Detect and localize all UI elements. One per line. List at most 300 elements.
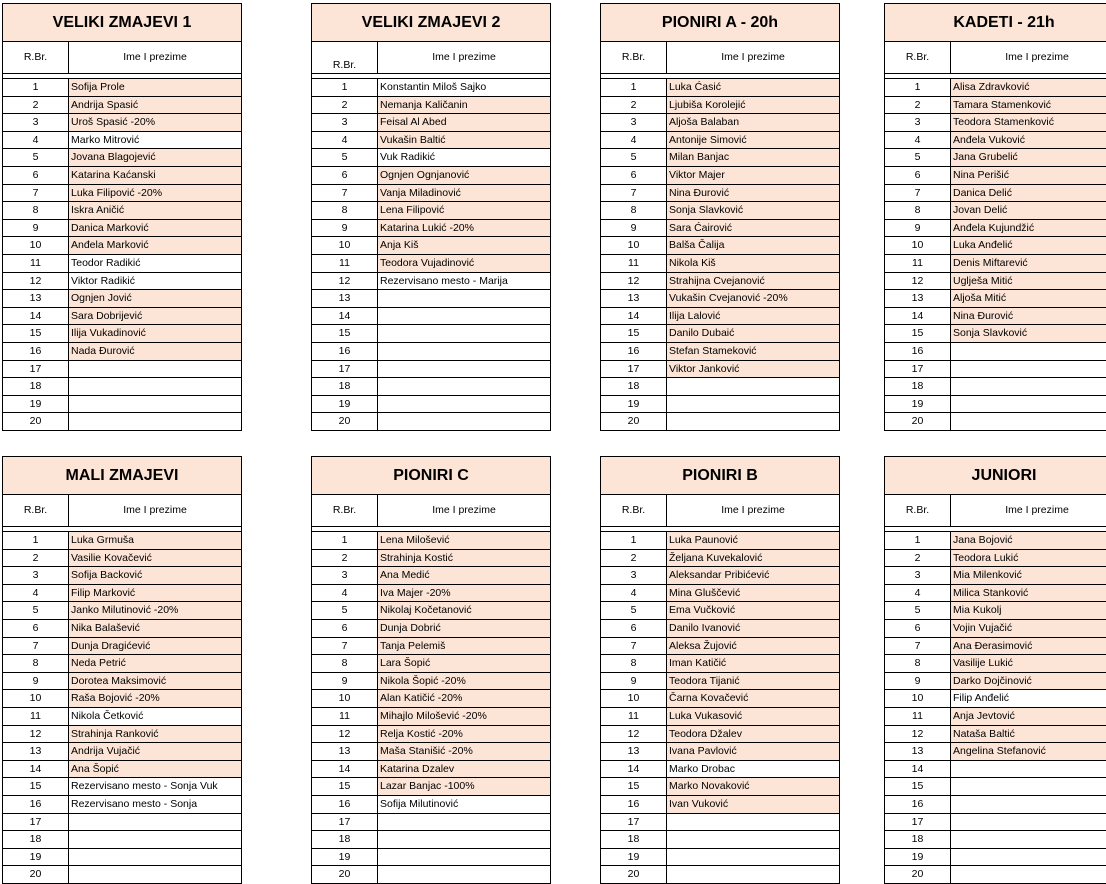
table-row [601,532,839,550]
table-row [312,396,550,414]
row-number: 17 [312,361,378,378]
table-mali-zmajevi [2,456,242,884]
participant-name [378,814,550,831]
participant-name: Strahijna Cvejanović [667,273,839,290]
table-row [312,567,550,585]
name-header: Ime I prezime [123,504,187,516]
table-kadeti [884,3,1106,431]
row-number: 11 [885,255,951,272]
table-row [885,396,1106,414]
name-header: Ime I prezime [721,504,785,516]
row-number: 3 [885,114,951,131]
table-row [601,185,839,203]
participant-name: Ana Đerasimović [951,638,1106,655]
participant-name [951,866,1106,883]
row-number: 9 [885,673,951,690]
table-row [312,149,550,167]
row-number: 15 [312,778,378,795]
row-number: 2 [601,550,667,567]
row-number: 1 [312,532,378,549]
participant-name: Andrija Spasić [69,97,241,114]
row-number: 14 [312,308,378,325]
row-number: 13 [885,290,951,307]
table-row [312,673,550,691]
table-row [601,550,839,568]
participant-name: Alisa Zdravković [951,79,1106,96]
table-row [3,831,241,849]
participant-name: Luka Vukasović [667,708,839,725]
participant-name [378,343,550,360]
table-row [3,325,241,343]
table-row [885,585,1106,603]
row-number: 5 [312,602,378,619]
participant-name: Lena Milošević [378,532,550,549]
table-row [885,638,1106,656]
table-row [312,378,550,396]
table-row [885,97,1106,115]
row-number: 6 [885,620,951,637]
table-row [3,79,241,97]
participant-name: Anđela Marković [69,237,241,254]
participant-name: Stefan Stameković [667,343,839,360]
participant-name: Aljoša Balaban [667,114,839,131]
table-header [601,42,839,74]
name-header: Ime I prezime [432,51,496,63]
row-number: 6 [312,620,378,637]
rbr-header: R.Br. [601,495,667,526]
row-number: 11 [885,708,951,725]
table-row [3,690,241,708]
table-row [885,550,1106,568]
participant-name: Dunja Dragićević [69,638,241,655]
participant-name [951,814,1106,831]
row-number: 9 [312,220,378,237]
participant-name: Marko Novaković [667,778,839,795]
participant-name: Sara Ćairović [667,220,839,237]
participant-name: Nikolaj Kočetanović [378,602,550,619]
table-veliki-zmajevi-2 [311,3,551,431]
row-number: 9 [885,220,951,237]
row-number: 17 [312,814,378,831]
participant-name: Anđela Kujundžić [951,220,1106,237]
row-number: 15 [885,778,951,795]
row-number: 3 [601,114,667,131]
table-row [3,361,241,379]
row-number: 4 [601,585,667,602]
row-number: 14 [601,761,667,778]
row-number: 12 [3,273,69,290]
rbr-header: R.Br. [3,495,69,526]
participant-name: Aleksandar Pribićević [667,567,839,584]
row-number: 16 [3,796,69,813]
table-row [601,361,839,379]
row-number: 12 [312,726,378,743]
table-row [601,778,839,796]
table-row [3,550,241,568]
row-number: 20 [885,866,951,883]
table-row [312,325,550,343]
participant-name [378,413,550,430]
table-row [312,655,550,673]
participant-name: Danica Delić [951,185,1106,202]
row-number: 2 [312,97,378,114]
table-row [312,361,550,379]
table-row [3,708,241,726]
table-row [601,97,839,115]
participant-name [951,396,1106,413]
participant-name: Dunja Dobrić [378,620,550,637]
row-number: 17 [3,361,69,378]
participant-name: Milan Banjac [667,149,839,166]
table-row [885,866,1106,883]
table-row [312,167,550,185]
row-number: 14 [3,761,69,778]
table-row [3,655,241,673]
table-row [312,343,550,361]
table-row [3,638,241,656]
table-row [601,567,839,585]
table-row [601,273,839,291]
row-number: 5 [601,602,667,619]
table-row [601,655,839,673]
row-number: 17 [885,814,951,831]
row-number: 19 [3,396,69,413]
table-row [601,343,839,361]
table-row [601,726,839,744]
table-row [312,202,550,220]
table-row [601,79,839,97]
table-row [601,796,839,814]
participant-name: Lena Filipović [378,202,550,219]
participant-name [378,831,550,848]
participant-name [69,866,241,883]
table-row [885,778,1106,796]
participant-name [951,343,1106,360]
row-number: 17 [601,814,667,831]
row-number: 11 [601,708,667,725]
table-row [3,726,241,744]
participant-name: Filip Marković [69,585,241,602]
table-row [3,673,241,691]
table-row [312,708,550,726]
participant-name: Mia Milenković [951,567,1106,584]
participant-name: Ema Vučković [667,602,839,619]
table-row [601,167,839,185]
table-row [601,831,839,849]
participant-name [378,325,550,342]
participant-name: Aljoša Mitić [951,290,1106,307]
participant-name: Luka Grmuša [69,532,241,549]
table-row [885,690,1106,708]
name-header: Ime I prezime [721,51,785,63]
row-number: 4 [312,132,378,149]
table-row [3,132,241,150]
row-number: 7 [601,185,667,202]
table-rows [312,79,550,430]
table-row [3,290,241,308]
row-number: 18 [312,378,378,395]
participant-name: Jana Bojović [951,532,1106,549]
table-row [885,620,1106,638]
row-number: 6 [601,167,667,184]
participant-name [69,413,241,430]
participant-name: Viktor Radikić [71,274,135,287]
participant-name [667,831,839,848]
table-header [312,495,550,527]
table-title: KADETI - 21h [885,4,1106,42]
participant-name: Nikola Šopić -20% [378,673,550,690]
participant-name: Ljubiša Korolejić [667,97,839,114]
participant-name [378,378,550,395]
row-number: 11 [3,708,69,725]
participant-name [951,361,1106,378]
row-number: 18 [601,378,667,395]
participant-name: Lazar Banjac -100% [378,778,550,795]
participant-name: Jovana Blagojević [69,149,241,166]
table-row [3,602,241,620]
table-row [601,149,839,167]
participant-name: Iva Majer -20% [378,585,550,602]
row-number: 5 [885,602,951,619]
row-number: 20 [885,413,951,430]
participant-name: Danilo Ivanović [667,620,839,637]
row-number: 11 [312,255,378,272]
row-number: 12 [3,726,69,743]
participant-name: Rezervisano mesto - Sonja Vuk [71,780,218,793]
participant-name: Maša Stanišić -20% [378,743,550,760]
row-number: 11 [3,255,69,272]
participant-name: Nikola Kiš [667,255,839,272]
table-row [312,743,550,761]
participant-name: Vukašin Baltić [378,132,550,149]
participant-name: Vasilije Lukić [951,655,1106,672]
participant-name: Vuk Radikić [380,151,436,164]
row-number: 8 [601,202,667,219]
row-number: 20 [601,866,667,883]
participant-name [69,849,241,866]
table-row [601,690,839,708]
row-number: 16 [601,343,667,360]
table-row [885,325,1106,343]
table-row [885,290,1106,308]
table-row [601,308,839,326]
row-number: 16 [885,796,951,813]
row-number: 1 [312,79,378,96]
row-number: 6 [885,167,951,184]
row-number: 4 [885,132,951,149]
participant-name: Teodora Stamenković [951,114,1106,131]
row-number: 13 [885,743,951,760]
participant-name: Ilija Lalović [667,308,839,325]
table-row [312,290,550,308]
participant-name: Teodora Vujadinović [378,255,550,272]
participant-name: Anđela Vuković [951,132,1106,149]
table-row [601,237,839,255]
table-row [312,550,550,568]
table-header [885,42,1106,74]
table-title: PIONIRI A - 20h [601,4,839,42]
row-number: 18 [3,378,69,395]
table-row [601,396,839,414]
row-number: 3 [3,567,69,584]
row-number: 18 [885,831,951,848]
row-number: 12 [601,726,667,743]
participant-name [378,290,550,307]
row-number: 2 [3,550,69,567]
row-number: 10 [3,690,69,707]
row-number: 10 [885,237,951,254]
table-row [3,185,241,203]
row-number: 13 [3,290,69,307]
row-number: 8 [312,202,378,219]
row-number: 18 [601,831,667,848]
participant-name: Sofija Prole [69,79,241,96]
participant-name [951,378,1106,395]
row-number: 18 [885,378,951,395]
participant-name [667,814,839,831]
participant-name [378,361,550,378]
participant-name: Alan Katičić -20% [378,690,550,707]
row-number: 8 [885,655,951,672]
participant-name: Filip Anđelić [953,692,1010,705]
table-row [3,413,241,430]
table-row [601,378,839,396]
table-row [885,413,1106,430]
participant-name: Tanja Pelemiš [378,638,550,655]
table-row [312,585,550,603]
row-number: 16 [3,343,69,360]
table-row [885,132,1106,150]
table-row [885,273,1106,291]
table-juniori [884,456,1106,884]
table-row [885,673,1106,691]
participant-name: Angelina Stefanović [951,743,1106,760]
participant-name: Milica Stanković [951,585,1106,602]
row-number: 8 [3,655,69,672]
participant-name: Ognjen Jović [69,290,241,307]
participant-name: Darko Dojčinović [951,673,1106,690]
participant-name: Luka Ćasić [667,79,839,96]
participant-name: Katarina Dzalev [378,761,550,778]
row-number: 10 [3,237,69,254]
row-number: 6 [3,167,69,184]
table-pioniri-c [311,456,551,884]
participant-name: Mihajlo Milošević -20% [378,708,550,725]
table-row [312,831,550,849]
table-row [3,149,241,167]
table-row [885,814,1106,832]
name-header: Ime I prezime [123,51,187,63]
row-number: 16 [885,343,951,360]
table-title: PIONIRI C [312,457,550,495]
table-row [312,796,550,814]
participant-name [667,396,839,413]
row-number: 3 [885,567,951,584]
row-number: 13 [3,743,69,760]
rbr-header: R.Br. [601,42,667,73]
participant-name: Raša Bojović -20% [69,690,241,707]
row-number: 2 [3,97,69,114]
table-row [601,673,839,691]
table-rows [3,532,241,883]
table-row [601,114,839,132]
table-row [885,849,1106,867]
table-row [885,567,1106,585]
row-number: 17 [3,814,69,831]
table-row [885,114,1106,132]
table-row [3,202,241,220]
participant-name [951,778,1106,795]
table-title: JUNIORI [885,457,1106,495]
row-number: 15 [601,325,667,342]
participant-name: Andrija Vujačić [69,743,241,760]
table-row [3,761,241,779]
row-number: 20 [312,413,378,430]
table-header [601,495,839,527]
table-row [601,132,839,150]
table-rows [885,79,1106,430]
rbr-header: R.Br. [885,42,951,73]
row-number: 13 [312,743,378,760]
row-number: 8 [885,202,951,219]
row-number: 16 [601,796,667,813]
row-number: 8 [601,655,667,672]
row-number: 5 [601,149,667,166]
table-row [3,97,241,115]
row-number: 7 [3,185,69,202]
table-row [885,831,1106,849]
row-number: 9 [3,220,69,237]
row-number: 4 [312,585,378,602]
participant-name: Danilo Dubaić [667,325,839,342]
row-number: 18 [3,831,69,848]
participant-name [378,308,550,325]
participant-name: Sofija Backović [69,567,241,584]
row-number: 16 [312,343,378,360]
participant-name: Luka Anđelić [951,237,1106,254]
row-number: 7 [885,638,951,655]
participant-name: Lara Šopić [378,655,550,672]
participant-name: Uroš Spasić -20% [69,114,241,131]
row-number: 14 [885,761,951,778]
participant-name [378,849,550,866]
table-row [885,167,1106,185]
participant-name: Jana Grubelić [951,149,1106,166]
participant-name: Nika Balašević [69,620,241,637]
table-row [885,308,1106,326]
table-title: MALI ZMAJEVI [3,457,241,495]
table-row [312,273,550,291]
participant-name [378,866,550,883]
participant-name: Ana Šopić [69,761,241,778]
participant-name: Katarina Lukić -20% [378,220,550,237]
table-row [3,396,241,414]
row-number: 17 [601,361,667,378]
participant-name: Jovan Delić [951,202,1106,219]
table-row [312,620,550,638]
participant-name [69,814,241,831]
table-pioniri-b [600,456,840,884]
participant-name [667,413,839,430]
participant-name: Katarina Kaćanski [69,167,241,184]
row-number: 5 [312,149,378,166]
participant-name: Vojin Vujačić [951,620,1106,637]
participant-name: Marko Mitrović [71,133,140,146]
table-row [885,761,1106,779]
table-row [312,114,550,132]
row-number: 13 [601,290,667,307]
participant-name: Aleksa Žujović [667,638,839,655]
